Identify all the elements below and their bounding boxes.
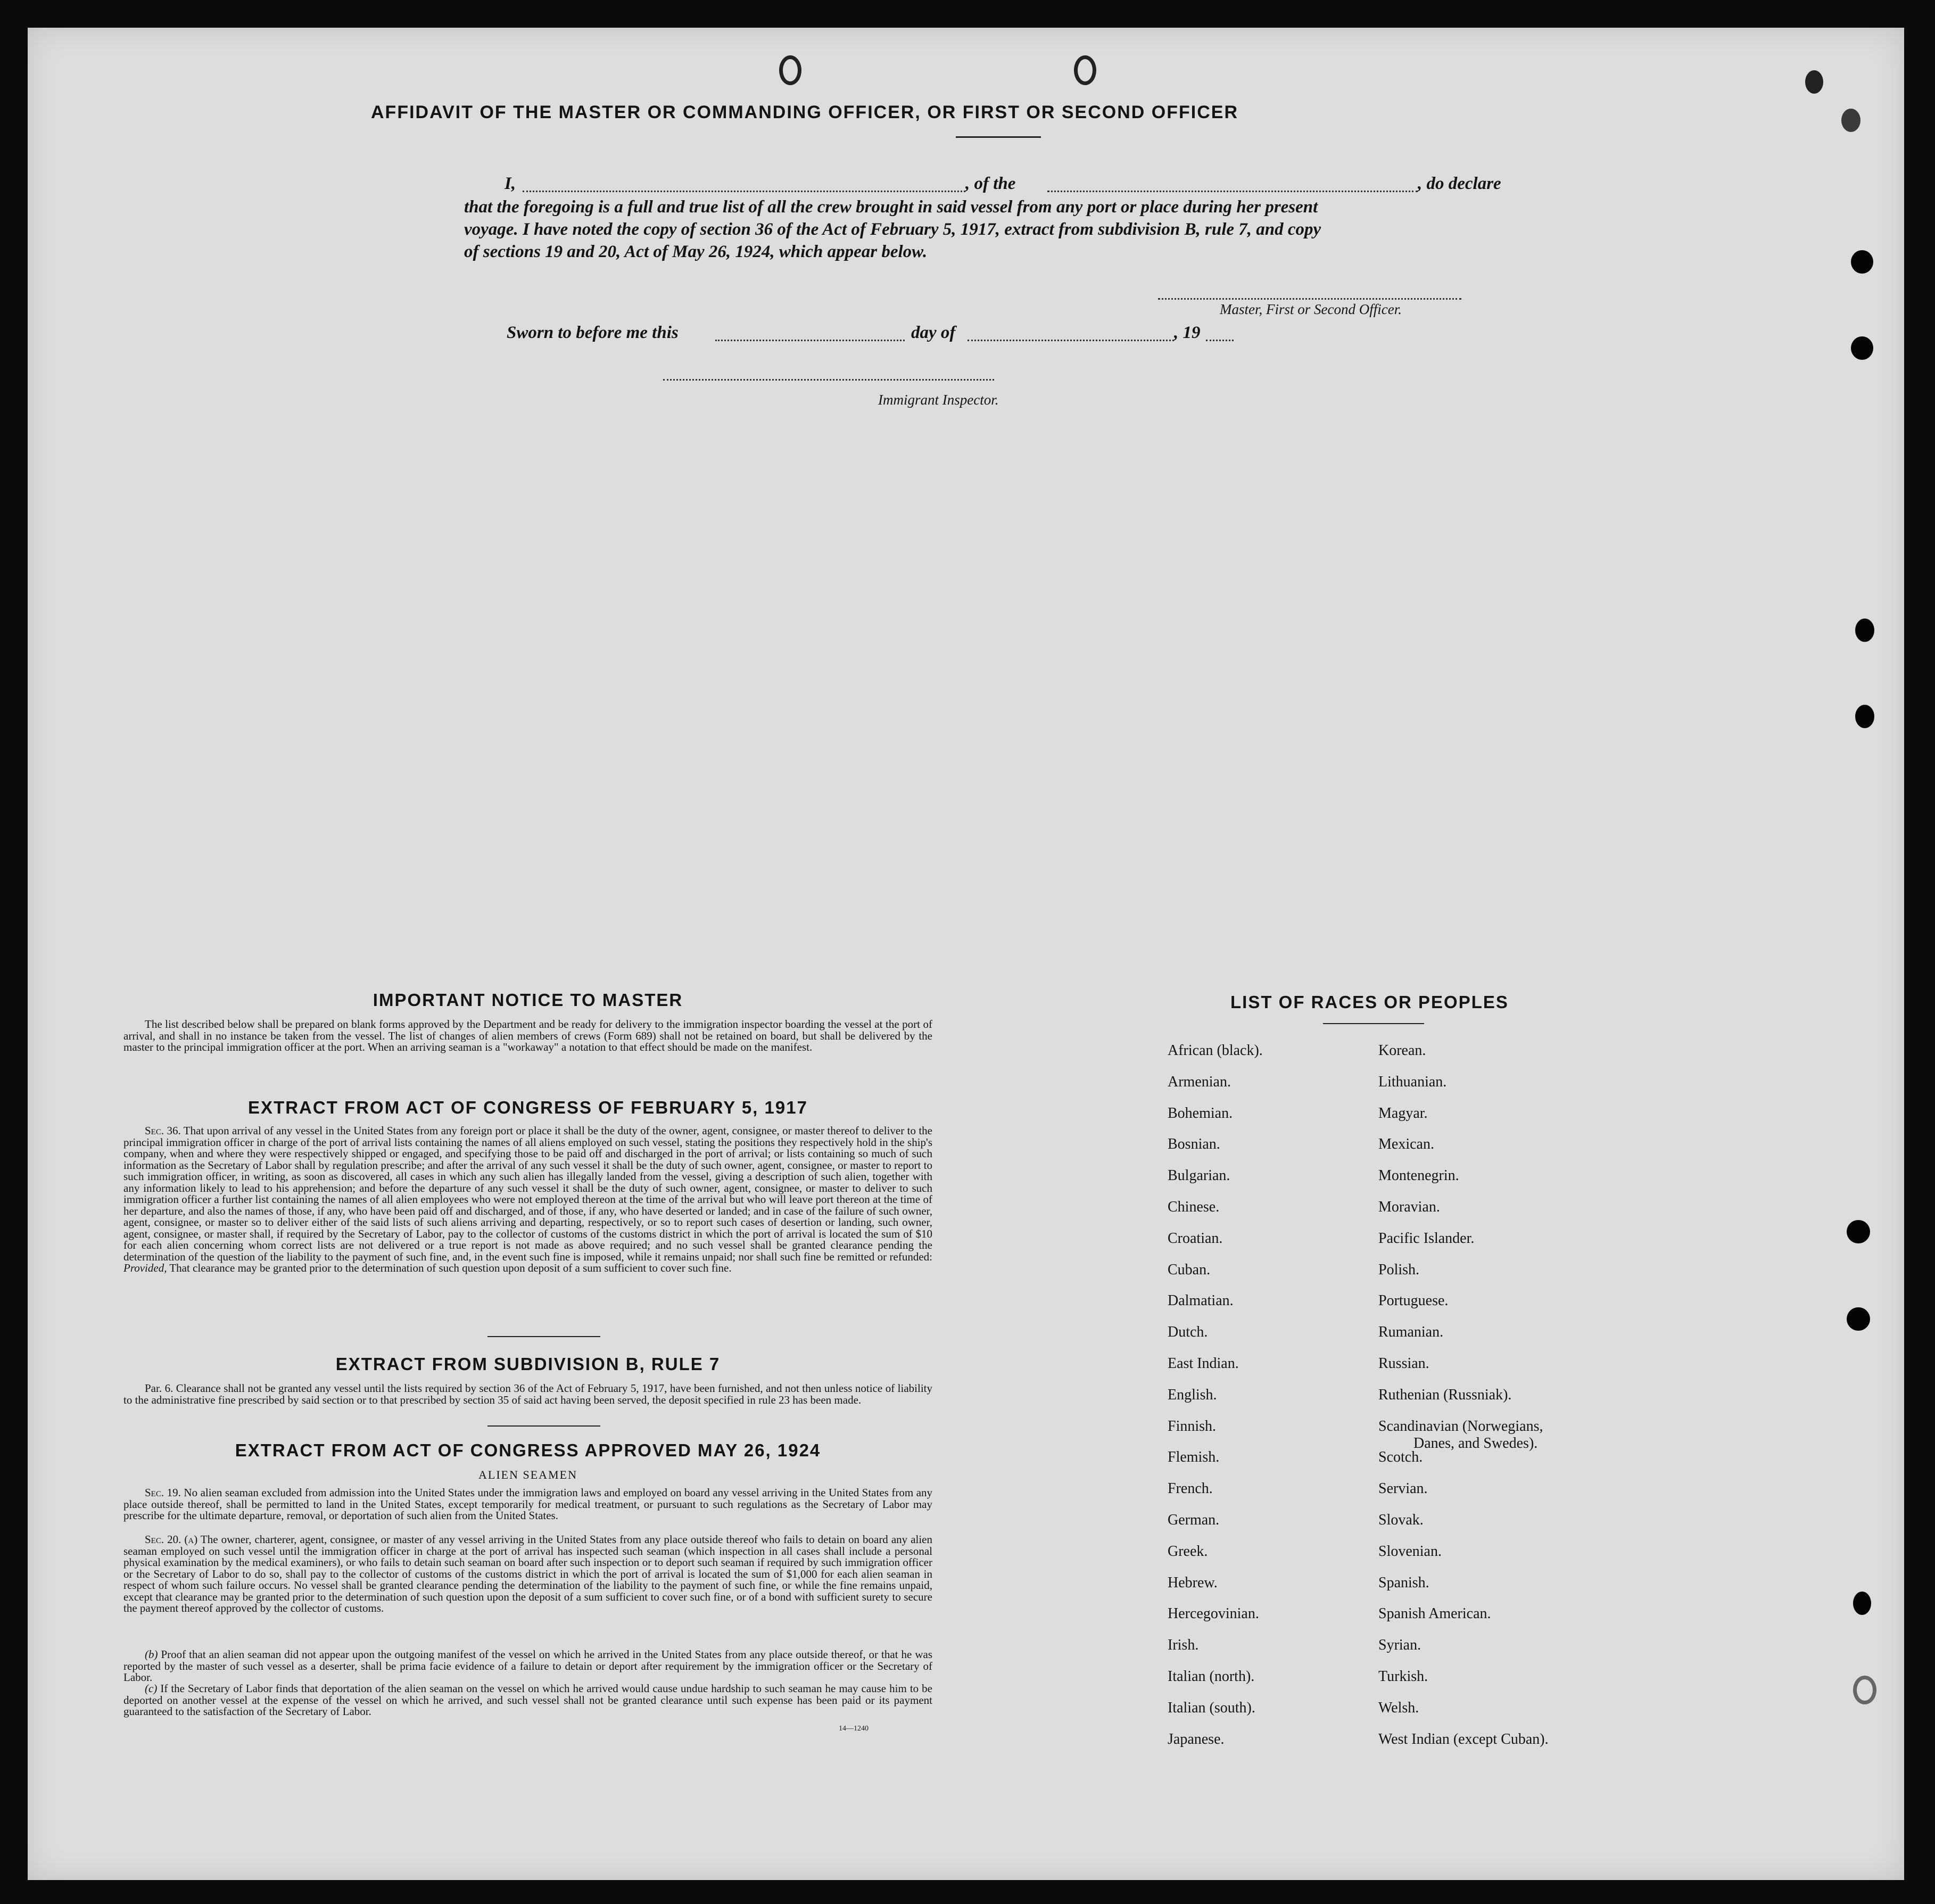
race-item: Cuban. (1168, 1262, 1211, 1278)
master-signature-line[interactable] (1158, 298, 1461, 300)
punch-hole (1841, 109, 1860, 132)
section-divider (487, 1425, 600, 1427)
race-item: Italian (north). (1168, 1668, 1255, 1685)
race-item: Spanish. (1378, 1575, 1429, 1591)
punch-hole (1805, 70, 1823, 94)
races-title-underline (1323, 1023, 1424, 1024)
race-item: French. (1168, 1480, 1213, 1497)
race-item: Servian. (1378, 1480, 1428, 1497)
race-item: Spanish American. (1378, 1605, 1491, 1622)
race-item: Flemish. (1168, 1449, 1220, 1465)
race-item: Mexican. (1378, 1136, 1434, 1152)
inspector-signature-label: Immigrant Inspector. (878, 392, 999, 408)
affidavit-line: that the foregoing is a full and true list of all the crew brought in said vessel from any port or place during her present (464, 197, 1318, 217)
race-item: Hercegovinian. (1168, 1605, 1259, 1622)
race-item: Chinese. (1168, 1199, 1220, 1215)
title-underline (956, 136, 1041, 138)
race-item: Bohemian. (1168, 1105, 1233, 1122)
inspector-signature-line[interactable] (663, 379, 994, 381)
sworn-month-field[interactable] (968, 340, 1174, 341)
race-item: Russian. (1378, 1355, 1429, 1372)
sworn-year-field[interactable] (1206, 340, 1234, 341)
race-item: Irish. (1168, 1637, 1199, 1653)
race-item: Dutch. (1168, 1324, 1208, 1340)
extract-rule7-body: Par. 6. Clearance shall not be granted any vessel until the lists required by section 36 of the Act of February 5, 1917, have been furnished, and not then unless notice of liability to the administrative fine prescribed by said section or to that prescribed by section 35 of said act having been served, the deposit specified in rule 23 has been made. (123, 1382, 932, 1406)
race-item: Scotch. (1378, 1449, 1423, 1465)
sworn-label: Sworn to before me this (507, 323, 679, 342)
race-item: Slovak. (1378, 1512, 1424, 1528)
sec-20b-body: (b) Proof that an alien seaman did not appear upon the outgoing manifest of the vessel on which he arrived in the United States from any place outside thereof, or that he was reported by the master of such vessel as a deserter, shall be prima facie evidence of a failure to detain or deport after requirement by the immigration officer or the Secretary of Labor. (123, 1648, 933, 1684)
race-item: Greek. (1168, 1543, 1208, 1560)
sworn-day-field[interactable] (715, 340, 905, 341)
section-divider (487, 1336, 600, 1337)
race-item: Japanese. (1168, 1731, 1225, 1748)
race-item: Syrian. (1378, 1637, 1421, 1653)
declarant-prefix: I, (505, 174, 516, 193)
punch-hole (1847, 1220, 1870, 1243)
do-declare-label: , do declare (1418, 174, 1501, 193)
notice-body: The list described below shall be prepared on blank forms approved by the Department and be ready for delivery to the immigration inspector boarding the vessel at the port of arrival, and shall in no instance be taken from the vessel. The list of changes of alien members of crews (Form 689) shall not be retained on board, but shall be delivered by the master to the principal immigration officer at the port. When an arriving seaman is a "workaway" a notation to that effect should be made on the manifest. (123, 1018, 932, 1053)
punch-hole (1853, 1676, 1876, 1704)
race-item: Lithuanian. (1378, 1074, 1447, 1090)
affidavit-line: of sections 19 and 20, Act of May 26, 1924, which appear below. (464, 242, 928, 261)
sec-20a-body: Sec. 20. (a) The owner, charterer, agent, consignee, or master of any vessel arriving in the United States from any place outside thereof who fails to detain on board any alien seaman employed on such vessel until the immigration officer in charge at the port of arrival has inspected such seaman (which inspection in all cases shall include a personal physical examination by the medical examiners), or who fails to detain such seaman on board after such inspection or to deport such seaman if required by such immigration officer or the Secretary of Labor to do so, shall pay to the collector of customs of the customs district in which the port of arrival is located the sum of $1,000 for each alien seaman in respect of whom such failure occurs. No vessel shall be granted clearance pending the determination of the liability to the payment of such fine, or while the fine remains unpaid, except that clearance may be granted prior to the determination of such question upon the deposit of a sum sufficient to cover such fine, or of a bond with sufficient surety to secure the payment thereof approved by the collector of customs. (123, 1533, 933, 1614)
race-item: Dalmatian. (1168, 1292, 1234, 1309)
race-item: Italian (south). (1168, 1700, 1255, 1716)
race-item: Moravian. (1378, 1199, 1440, 1215)
form-number: 14—1240 (839, 1725, 869, 1733)
race-item: Hebrew. (1168, 1575, 1218, 1591)
race-item: Finnish. (1168, 1418, 1217, 1435)
vessel-name-field[interactable] (1047, 191, 1418, 192)
race-item: West Indian (except Cuban). (1378, 1731, 1549, 1748)
race-item: Polish. (1378, 1262, 1420, 1278)
notice-title: IMPORTANT NOTICE TO MASTER (373, 990, 683, 1010)
race-item: Ruthenian (Russniak). (1378, 1387, 1512, 1403)
race-item: Welsh. (1378, 1700, 1419, 1716)
race-item: Bosnian. (1168, 1136, 1220, 1152)
punch-hole (1853, 1592, 1871, 1615)
races-title: LIST OF RACES OR PEOPLES (1230, 992, 1509, 1012)
declarant-name-field[interactable] (523, 191, 965, 192)
sec-20c-body: (c) If the Secretary of Labor finds that deportation of the alien seaman on the vessel on which he arrived would cause undue hardship to such seaman he may cause him to be deported on another vessel at the expense of the vessel on which he arrived, and such vessel shall not be granted clearance until such expense has been paid or its payment guaranteed to the satisfaction of the Secretary of Labor. (123, 1682, 932, 1718)
extract-1924-title: EXTRACT FROM ACT OF CONGRESS APPROVED MAY 26, 1924 (235, 1440, 821, 1460)
extract-1917-body: Sec. 36. That upon arrival of any vessel in the United States from any foreign port or place it shall be the duty of the owner, agent, consignee, or master thereof to deliver to the principal immigration officer in charge of the port of arrival lists containing the names of all aliens employed on such vessel, stating the positions they respectively hold in the ship's company, when and where they were respectively shipped or engaged, and specifying those to be paid off and discharged in the port of arrival; or lists containing so much of such information as the Secretary of Labor shall by regulation prescribe; and after the arrival of any such vessel it shall be the duty of such owner, agent, consignee, or master to report to such immigration officer, in writing, as soon as discovered, all cases in which any such alien has illegally landed from the vessel, giving a description of such alien, together with any information likely to lead to his apprehension; and before the departure of any such vessel it shall be the duty of such owner, agent, consignee, or master to deliver to such immigration officer a further list containing the names of all alien employees who were not employed thereon at the time of the arrival but who will leave port thereon at the time of her departure, and also the names of those, if any, who have been paid off and discharged, and of those, if any, who have deserted or landed; and in case of the failure of such owner, agent, consignee, or master so to deliver either of the said lists of such aliens arriving and departing, respectively, or so to report such cases of desertion or landing, such owner, agent, consignee, or master shall, if required by the Secretary of Labor, pay to the collector of customs of the customs district in which the port of arrival is located the sum of $10 for each alien concerning whom correct lists are not delivered or a true report is not made as above required; and no such vessel shall be granted clearance pending the determination of the question of the liability to the payment of such fine, and, in the event such fine is imposed, while it remains unpaid; nor shall such fine be remitted or refunded: Provided, That clearance may be granted prior to the determination of such question upon deposit of a sum sufficient to cover such fine. (123, 1124, 932, 1274)
race-item: Armenian. (1168, 1074, 1231, 1090)
race-item: Pacific Islander. (1378, 1230, 1475, 1247)
binder-ring-top-right (1074, 55, 1096, 85)
day-of-label: day of (911, 323, 956, 342)
race-item: East Indian. (1168, 1355, 1239, 1372)
affidavit-title: AFFIDAVIT OF THE MASTER OR COMMANDING OFFICER, OR FIRST OR SECOND OFFICER (371, 102, 1238, 122)
race-item: Turkish. (1378, 1668, 1428, 1685)
extract-1917-title: EXTRACT FROM ACT OF CONGRESS OF FEBRUARY 5, 1917 (248, 1098, 808, 1117)
binder-ring-top-left (779, 55, 801, 85)
race-item: Rumanian. (1378, 1324, 1444, 1340)
punch-hole (1851, 336, 1873, 360)
race-item: Croatian. (1168, 1230, 1223, 1247)
of-the-label: , of the (965, 174, 1016, 193)
extract-rule7-title: EXTRACT FROM SUBDIVISION B, RULE 7 (335, 1354, 721, 1374)
race-item: Slovenian. (1378, 1543, 1442, 1560)
race-item: English. (1168, 1387, 1217, 1403)
alien-seamen-subtitle: ALIEN SEAMEN (478, 1468, 577, 1481)
sec-19-body: Sec. 19. No alien seaman excluded from admission into the United States under the immigration laws and employed on board any vessel arriving in the United States from any place outside thereof, shall be permitted to land in the United States, except temporarily for medical treatment, or pursuant to such regulations as the Secretary of Labor may prescribe for the ultimate departure, removal, or deportation of such alien from the United States. (123, 1486, 933, 1522)
race-item: Korean. (1378, 1042, 1426, 1059)
race-item: African (black). (1168, 1042, 1263, 1059)
race-item: German. (1168, 1512, 1220, 1528)
race-item: Magyar. (1378, 1105, 1428, 1122)
punch-hole (1855, 705, 1874, 728)
year-prefix-label: , 19 (1174, 323, 1201, 342)
punch-hole (1855, 619, 1874, 642)
punch-hole (1851, 250, 1873, 274)
master-signature-label: Master, First or Second Officer. (1220, 301, 1402, 317)
race-item: Portuguese. (1378, 1292, 1449, 1309)
race-item-continuation: Danes, and Swedes). (1413, 1435, 1538, 1452)
affidavit-line: voyage. I have noted the copy of section 36 of the Act of February 5, 1917, extract from subdivision B, rule 7, and copy (464, 220, 1321, 239)
race-item: Montenegrin. (1378, 1167, 1459, 1184)
punch-hole (1847, 1307, 1870, 1331)
race-item: Bulgarian. (1168, 1167, 1230, 1184)
race-item: Scandinavian (Norwegians, (1378, 1418, 1543, 1435)
document-page (28, 28, 1904, 1880)
